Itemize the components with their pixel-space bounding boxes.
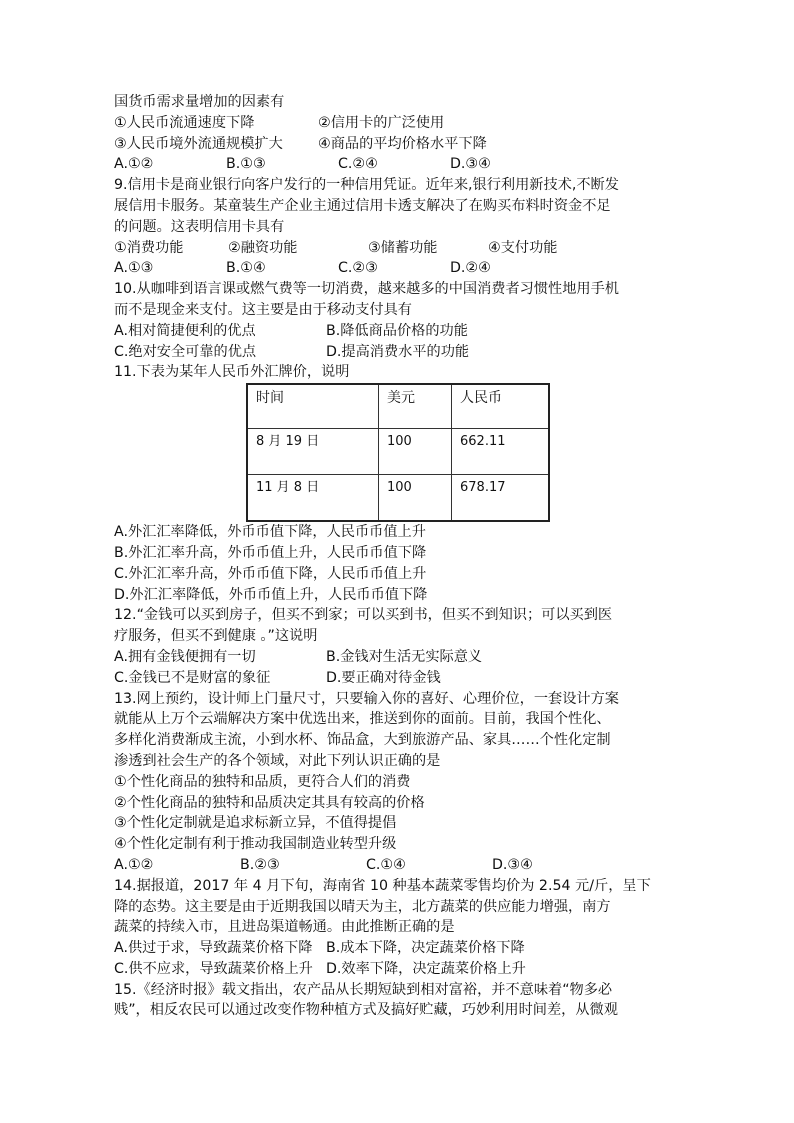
- q12-options-row2: [114, 668, 684, 689]
- table-cell-usd: 100: [379, 475, 452, 522]
- q10-line-2: 而不是现金来支付。这主要是由于移动支付具有: [114, 301, 412, 318]
- q9-option-d: D.②④: [450, 260, 491, 277]
- table-cell-date: 8 月 19 日: [247, 429, 379, 475]
- q10-line-1: 10.从咖啡到语言课或燃气费等一切消费，越来越多的中国消费者习惯性地用手机: [114, 281, 619, 298]
- table-cell-usd: 100: [379, 429, 452, 475]
- q9-line-1: 9.信用卡是商业银行向客户发行的一种信用凭证。近年来,银行利用新技术,不断发: [114, 177, 619, 194]
- q8-option-c: C.②④: [338, 156, 378, 173]
- q9-line-3: 的问题。这表明信用卡具有: [114, 218, 285, 235]
- q14-options-row1: [114, 938, 684, 959]
- q10-options-row1: [114, 321, 684, 342]
- q8-options: [114, 154, 684, 175]
- q9-item-4: ④支付功能: [488, 239, 558, 256]
- table-header-usd: 美元: [379, 384, 452, 429]
- q10-options-row2: [114, 342, 684, 363]
- q9-options: [114, 258, 684, 279]
- q10-option-c: C.绝对安全可靠的优点: [114, 343, 257, 360]
- q11-option-a: A.外汇汇率降低，外币币值下降，人民币币值上升: [114, 524, 426, 541]
- q14-option-c: C.供不应求，导致蔬菜价格上升: [114, 960, 313, 977]
- q12-option-b: B.金钱对生活无实际意义: [326, 648, 483, 665]
- q13-line-1: 13.网上预约，设计师上门量尺寸，只要输入你的喜好、心理价位，一套设计方案: [114, 690, 619, 707]
- q9-option-b: B.①④: [226, 260, 266, 277]
- q13-item-3: ③个性化定制就是追求标新立异，不值得提倡: [114, 815, 397, 832]
- q13-item-1: ①个性化商品的独特和品质，更符合人们的消费: [114, 773, 411, 790]
- q15-line-1: 15.《经济时报》载文指出，农产品从长期短缺到相对富裕，并不意味着“物多必: [114, 981, 613, 998]
- q13-line-3: 多样化消费渐成主流，小到水杯、饰品盒，大到旅游产品、家具……个性化定制: [114, 732, 611, 749]
- table-row: [247, 475, 549, 522]
- q11-stem: 11.下表为某年人民币外汇牌价，说明: [114, 364, 350, 381]
- q15-line-2: 贱”，相反农民可以通过改变作物种植方式及搞好贮藏，巧妙利用时间差，从微观: [114, 1002, 618, 1019]
- q13-option-b: B.②③: [240, 856, 280, 873]
- q12-line-1: 12.“金钱可以买到房子，但买不到家；可以买到书，但买不到知识；可以买到医: [114, 607, 613, 624]
- q14-option-d: D.效率下降，决定蔬菜价格上升: [326, 960, 526, 977]
- q9-option-c: C.②③: [338, 260, 378, 277]
- q9-item-3: ③储蓄功能: [368, 239, 438, 256]
- q12-option-c: C.金钱已不是财富的象征: [114, 669, 271, 686]
- q10-option-a: A.相对简捷便利的优点: [114, 322, 256, 339]
- q11-table-wrap: [246, 383, 684, 522]
- q14-line-3: 蔬菜的持续入市，且进岛渠道畅通。由此推断正确的是: [114, 919, 455, 936]
- q13-options: [114, 855, 684, 876]
- table-row: [247, 429, 549, 475]
- q12-option-a: A.拥有金钱便拥有一切: [114, 648, 256, 665]
- q11-option-d: D.外汇汇率降低，外币币值上升，人民币币值下降: [114, 586, 428, 603]
- q8-option-d: D.③④: [450, 156, 491, 173]
- q11-option-c: C.外汇汇率升高，外币币值下降，人民币币值上升: [114, 565, 427, 582]
- q9-item-1: ①消费功能: [114, 239, 184, 256]
- table-cell-rmb: 662.11: [452, 429, 550, 475]
- q8-option-b: B.①③: [226, 156, 266, 173]
- q14-option-b: B.成本下降，决定蔬菜价格下降: [326, 940, 525, 957]
- q8-item-2: ②信用卡的广泛使用: [318, 114, 445, 131]
- q8-option-a: A.①②: [114, 156, 154, 173]
- q9-items: [114, 238, 684, 259]
- q8-item-4: ④商品的平均价格水平下降: [318, 135, 487, 152]
- table-header-rmb: 人民币: [452, 384, 550, 429]
- q9-item-2: ②融资功能: [228, 239, 298, 256]
- q14-line-1: 14.据报道，2017 年 4 月下旬，海南省 10 种基本蔬菜零售均价为 2.54 元/斤，呈下: [114, 877, 651, 894]
- q10-option-b: B.降低商品价格的功能: [326, 322, 468, 339]
- q14-option-a: A.供过于求，导致蔬菜价格下降: [114, 940, 313, 957]
- q8-item-3: ③人民币境外流通规模扩大: [114, 135, 283, 152]
- q8-stem: 国货币需求量增加的因素有: [114, 94, 285, 110]
- q14-line-2: 降的态势。这主要是由于近期我国以晴天为主，北方蔬菜的供应能力增强，南方: [114, 898, 611, 915]
- q8-items-row2: [114, 134, 684, 155]
- q13-option-c: C.①④: [366, 856, 406, 873]
- exam-page: [114, 92, 684, 1021]
- q13-line-4: 渗透到社会生产的各个领域，对此下列认识正确的是: [114, 752, 441, 769]
- table-cell-date: 11 月 8 日: [247, 475, 379, 522]
- q14-options-row2: [114, 959, 684, 980]
- q13-item-4: ④个性化定制有利于推动我国制造业转型升级: [114, 836, 397, 853]
- q9-line-2: 展信用卡服务。某童装生产企业主通过信用卡透支解决了在购买布料时资金不足: [114, 197, 611, 214]
- q8-item-1: ①人民币流通速度下降: [114, 114, 255, 131]
- q13-line-2: 就能从上万个云端解决方案中优选出来，推送到你的面前。目前，我国个性化、: [114, 711, 611, 728]
- q13-option-a: A.①②: [114, 856, 154, 873]
- q12-options-row1: [114, 647, 684, 668]
- table-header-row: [247, 384, 549, 429]
- q9-option-a: A.①③: [114, 260, 154, 277]
- exchange-rate-table: [246, 383, 550, 522]
- q12-line-2: 疗服务，但买不到健康 。”这说明: [114, 628, 318, 645]
- table-header-time: 时间: [247, 384, 379, 429]
- q13-option-d: D.③④: [492, 856, 533, 873]
- q13-item-2: ②个性化商品的独特和品质决定其具有较高的价格: [114, 794, 425, 811]
- q11-option-b: B.外汇汇率升高，外币币值上升，人民币币值下降: [114, 544, 427, 561]
- q10-option-d: D.提高消费水平的功能: [326, 343, 470, 360]
- q12-option-d: D.要正确对待金钱: [326, 669, 441, 686]
- table-cell-rmb: 678.17: [452, 475, 550, 522]
- q8-items-row1: [114, 113, 684, 134]
